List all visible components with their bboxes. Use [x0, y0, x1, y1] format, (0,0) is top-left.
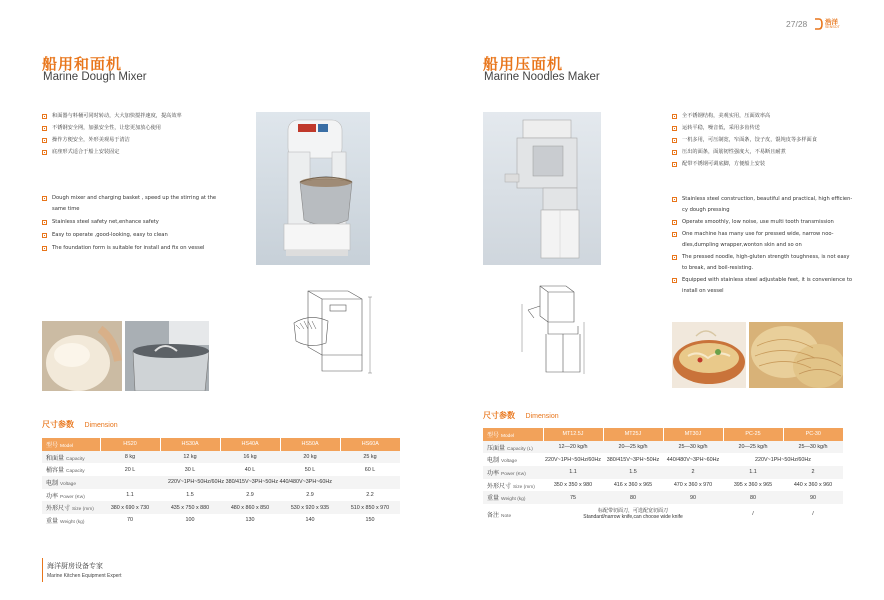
dough-ball-photo	[42, 321, 122, 391]
table-cell: 1.1	[723, 466, 783, 479]
right-feature-text: install on vessel	[682, 288, 724, 294]
dough-mixer-drawing	[290, 285, 380, 380]
noodles-maker-drawing	[518, 282, 598, 382]
right-feature-item	[672, 254, 849, 272]
right-dimension-heading	[483, 410, 559, 421]
brand-cn: 浩洋	[825, 18, 838, 26]
model-column-header: HS50A	[280, 438, 340, 451]
right-title-en: Marine Noodles Maker	[484, 71, 600, 83]
table-cell: 2.9	[306, 492, 314, 499]
right-feature-item	[672, 277, 852, 295]
table-row	[42, 514, 400, 527]
right-feature-text: 全不锈钢结构，美观实用，压面效率高	[682, 113, 771, 119]
footer-divider	[42, 558, 43, 582]
table-cell: 50 L	[304, 466, 316, 473]
left-feature-text: Easy to operate ,good-looking, easy to clean	[52, 232, 168, 238]
brand-logo	[814, 17, 846, 31]
row-label	[42, 451, 100, 464]
table-cell: 1.5	[603, 466, 663, 479]
bullet-icon	[672, 255, 677, 260]
model-column-header: HS60A	[340, 438, 400, 451]
left-feature-item	[42, 195, 216, 213]
row-label-cn: 和面量	[46, 455, 65, 462]
row-label	[483, 491, 543, 504]
row-label	[42, 514, 100, 527]
table-cell: 25 kg	[340, 451, 400, 464]
right-spec-table	[483, 428, 843, 524]
table-cell: 25—30 kg/h	[783, 441, 843, 454]
brand-logo-icon	[814, 18, 823, 30]
table-cell: 20—25 kg/h	[723, 441, 783, 454]
row-label-cn: 电制	[46, 480, 59, 487]
row-label-cn: 备注	[487, 512, 500, 519]
row-label-cn: 桶容量	[46, 468, 65, 475]
table-cell: 380/415V~3PH~50Hz	[606, 456, 660, 463]
left-feature-item	[42, 219, 159, 226]
row-label-cn: 型号	[487, 432, 500, 439]
model-column-header: MT30J	[663, 428, 723, 441]
right-feature-text: 压出的面条，面筋韧性强度大，不易断且耐煮	[682, 149, 786, 155]
row-label-en: Power (Kw)	[60, 494, 85, 500]
row-label-cn: 外形尺寸	[46, 506, 71, 513]
right-feature-item	[672, 161, 765, 168]
bullet-icon	[672, 197, 677, 202]
row-label	[42, 501, 100, 514]
table-cell: 8 kg	[100, 451, 160, 464]
left-feature-text: 操作方便安全，外形美观易于清洁	[52, 137, 130, 143]
row-label	[42, 476, 100, 489]
table-cell: 2.9	[246, 492, 254, 499]
row-label-en: Capacity	[66, 469, 85, 475]
right-feature-item	[672, 125, 760, 132]
table-cell: 90	[783, 491, 843, 504]
right-dimension-en: Dimension	[525, 413, 559, 420]
left-feature-item	[42, 245, 204, 252]
row-label-en: Voltage	[501, 459, 518, 465]
footer-cn: 海洋厨房设备专家	[47, 562, 103, 570]
row-label-en: Model	[501, 433, 515, 439]
noodle-soup-photo	[672, 322, 746, 388]
dough-mixer-photo	[256, 112, 370, 265]
left-feature-text: 底座形式适合于船上安装固定	[52, 149, 120, 155]
row-label	[483, 428, 543, 441]
bullet-icon	[672, 138, 677, 143]
table-row	[483, 491, 843, 504]
left-feature-text: same time	[52, 206, 80, 212]
left-feature-item	[42, 125, 161, 132]
left-dimension-cn: 尺寸参数	[42, 420, 74, 429]
right-feature-item	[672, 231, 834, 249]
row-label-cn: 电制	[487, 458, 500, 465]
row-label-en: Weight (kg)	[501, 497, 526, 503]
row-label	[42, 438, 100, 451]
bullet-icon	[42, 138, 47, 143]
table-row	[483, 453, 843, 466]
right-feature-text: Operate smoothly, low noise, use multi tooth transmission	[682, 219, 834, 225]
table-cell: 12 kg	[160, 451, 220, 464]
left-feature-item	[42, 113, 182, 120]
table-cell: 395 x 360 x 965	[733, 482, 773, 489]
right-title-cn: 船用压面机	[483, 55, 564, 73]
table-cell: 80	[603, 491, 663, 504]
table-cell: 100	[185, 517, 195, 524]
table-row	[483, 479, 843, 492]
right-feature-item	[672, 113, 770, 120]
model-column-header: MT25J	[603, 428, 663, 441]
row-label-cn: 功率	[46, 493, 59, 500]
table-row	[483, 441, 843, 454]
table-cell: 25—30 kg/h	[663, 441, 723, 454]
left-feature-item	[42, 232, 168, 239]
row-label-cn: 功率	[487, 470, 500, 477]
table-row	[42, 451, 400, 464]
right-feature-text: One machine has many use for pressed wide, narrow noo-	[682, 231, 834, 237]
model-column-header: MT12.5J	[543, 428, 603, 441]
right-feature-text: to break, and boil-resisting.	[682, 265, 754, 271]
table-cell: 510 x 850 x 970	[340, 501, 400, 514]
right-feature-text: 配带不锈钢可调底脚，方便船上安装	[682, 161, 766, 167]
row-label-en: Size (mm)	[72, 507, 94, 513]
table-cell-merged: 220V~1PH~50Hz/60Hz	[754, 456, 812, 463]
table-cell: 530 x 920 x 935	[280, 501, 340, 514]
right-feature-text: The pressed noodle, high-gluten strength toughness, is not easy	[682, 254, 850, 260]
row-label-en: Power (Kw)	[501, 471, 526, 477]
table-row	[42, 476, 400, 489]
left-dimension-en: Dimension	[84, 422, 118, 429]
model-column-header: PC-25	[723, 428, 783, 441]
row-label-cn: 型号	[46, 442, 59, 449]
bullet-icon	[672, 162, 677, 167]
right-feature-text: dles,dumpling wrapper,wonton skin and so on	[682, 242, 802, 248]
model-column-header: HS40A	[220, 438, 280, 451]
note-cell	[543, 504, 723, 524]
bullet-icon	[42, 233, 47, 238]
table-cell: 20 L	[124, 466, 136, 473]
footer-en: Marine Kitchen Equipment Expert	[47, 573, 122, 579]
bullet-icon	[672, 278, 677, 283]
table-row	[42, 501, 400, 514]
left-title-cn: 船用和面机	[42, 55, 123, 73]
right-feature-text: Equipped with stainless steel adjustable feet, it is convenience to	[682, 277, 853, 283]
table-cell: 1.1	[543, 466, 603, 479]
row-label	[483, 479, 543, 492]
right-feature-item	[672, 137, 817, 144]
brand-en: SENSOT	[825, 25, 840, 29]
table-cell: 416 x 360 x 965	[613, 482, 653, 489]
table-cell: 80	[723, 491, 783, 504]
table-cell: 40 L	[244, 466, 256, 473]
bullet-icon	[672, 232, 677, 237]
right-feature-text: cy dough pressing	[682, 207, 730, 213]
table-cell: 130	[245, 517, 255, 524]
row-label	[483, 504, 543, 524]
left-feature-text: 和面器与料桶可同时转动，大大加快搅拌速度，提高效率	[52, 113, 182, 119]
left-feature-item	[42, 149, 119, 156]
raw-noodles-photo	[749, 322, 843, 388]
row-label-en: Capacity (L)	[507, 446, 533, 452]
bullet-icon	[42, 220, 47, 225]
row-label	[483, 453, 543, 466]
right-feature-item	[672, 149, 786, 156]
right-feature-item	[672, 196, 852, 214]
row-label-en: Voltage	[60, 481, 77, 487]
table-cell: 140	[305, 517, 315, 524]
table-cell: 440 x 360 x 960	[793, 482, 833, 489]
noodles-maker-photo	[483, 112, 601, 265]
table-cell: /	[752, 511, 754, 518]
right-feature-text: 一机多用，可压制宽，窄面条，饺子皮，馄饨皮等多样面食	[682, 137, 817, 143]
model-column-header: PC-30	[783, 428, 843, 441]
row-label-en: Size (mm)	[513, 484, 535, 490]
table-cell: 90	[663, 491, 723, 504]
table-cell: /	[812, 511, 814, 518]
table-cell: 1.1	[126, 492, 134, 499]
row-label	[42, 463, 100, 476]
table-header-row	[483, 428, 843, 441]
table-cell: 470 x 360 x 970	[673, 482, 713, 489]
table-cell: 2.2	[366, 492, 374, 499]
table-row	[42, 463, 400, 476]
table-cell: 440/480V~3PH~60Hz	[666, 456, 720, 463]
right-feature-text: 运转平稳，噪音低，采用多齿传送	[682, 125, 760, 131]
row-label	[42, 489, 100, 502]
page-number: 27/28	[786, 19, 808, 29]
bullet-icon	[672, 114, 677, 119]
row-label-en: Note	[501, 513, 512, 519]
table-cell: 435 x 750 x 880	[160, 501, 220, 514]
table-cell: 16 kg	[220, 451, 280, 464]
table-cell: 20 kg	[280, 451, 340, 464]
table-cell: 20—25 kg/h	[603, 441, 663, 454]
table-cell-merged: 220V~1PH~50Hz/60Hz 380/415V~3PH~50Hz 440/480V~3PH~60Hz	[100, 476, 400, 489]
left-title-en: Marine Dough Mixer	[43, 71, 147, 83]
note-line: Standard/narrow knife,can choose wide knife	[583, 514, 683, 521]
bullet-icon	[672, 150, 677, 155]
row-label-en: Weight (kg)	[60, 519, 85, 525]
right-feature-item	[672, 219, 834, 226]
model-column-header: HS30A	[160, 438, 220, 451]
row-label-cn: 重量	[487, 496, 500, 503]
right-dimension-cn: 尺寸参数	[483, 411, 515, 420]
right-feature-text: Stainless steel construction, beautiful and practical, high efficien-	[682, 196, 853, 202]
row-label	[483, 466, 543, 479]
table-cell: 30 L	[184, 466, 196, 473]
table-cell: 12—20 kg/h	[543, 441, 603, 454]
table-cell: 220V~1PH~50Hz/60Hz	[544, 456, 602, 463]
left-spec-table	[42, 438, 400, 527]
row-label	[483, 441, 543, 454]
bullet-icon	[672, 126, 677, 131]
table-cell: 480 x 860 x 850	[220, 501, 280, 514]
bullet-icon	[42, 114, 47, 119]
row-label-cn: 压面量	[487, 445, 506, 452]
row-label-en: Model	[60, 443, 74, 449]
table-cell: 1.5	[186, 492, 194, 499]
left-feature-text: Dough mixer and charging basket , speed up the stirring at the	[52, 195, 217, 201]
left-dimension-heading	[42, 419, 118, 430]
bullet-icon	[672, 220, 677, 225]
table-row	[483, 504, 843, 524]
left-feature-item	[42, 137, 130, 144]
row-label-cn: 重量	[46, 518, 59, 525]
model-column-header: HS20	[100, 438, 160, 451]
table-cell: 70	[127, 517, 133, 524]
table-cell: 350 x 350 x 980	[553, 482, 593, 489]
table-cell: 75	[543, 491, 603, 504]
mixer-bowl-photo	[125, 321, 209, 391]
table-cell: 150	[365, 517, 375, 524]
row-label-cn: 外形尺寸	[487, 483, 512, 490]
table-cell: 380 x 690 x 730	[100, 501, 160, 514]
left-feature-text: The foundation form is suitable for install and fix on vessel	[52, 245, 205, 251]
row-label-en: Capacity	[66, 456, 85, 462]
table-row	[42, 489, 400, 502]
bullet-icon	[42, 126, 47, 131]
table-cell: 2	[663, 466, 723, 479]
bullet-icon	[42, 150, 47, 155]
table-header-row	[42, 438, 400, 451]
table-row	[483, 466, 843, 479]
table-cell: 60 L	[364, 466, 376, 473]
bullet-icon	[42, 246, 47, 251]
bullet-icon	[42, 196, 47, 201]
table-cell: 2	[783, 466, 843, 479]
left-feature-text: 不锈钢安全网，加强安全性，让您更加放心使用	[52, 125, 161, 131]
note-line: 标配带切面刀，可选配宽切面刀	[597, 508, 668, 515]
left-feature-text: Stainless steel safety net,enhance safety	[52, 219, 159, 225]
